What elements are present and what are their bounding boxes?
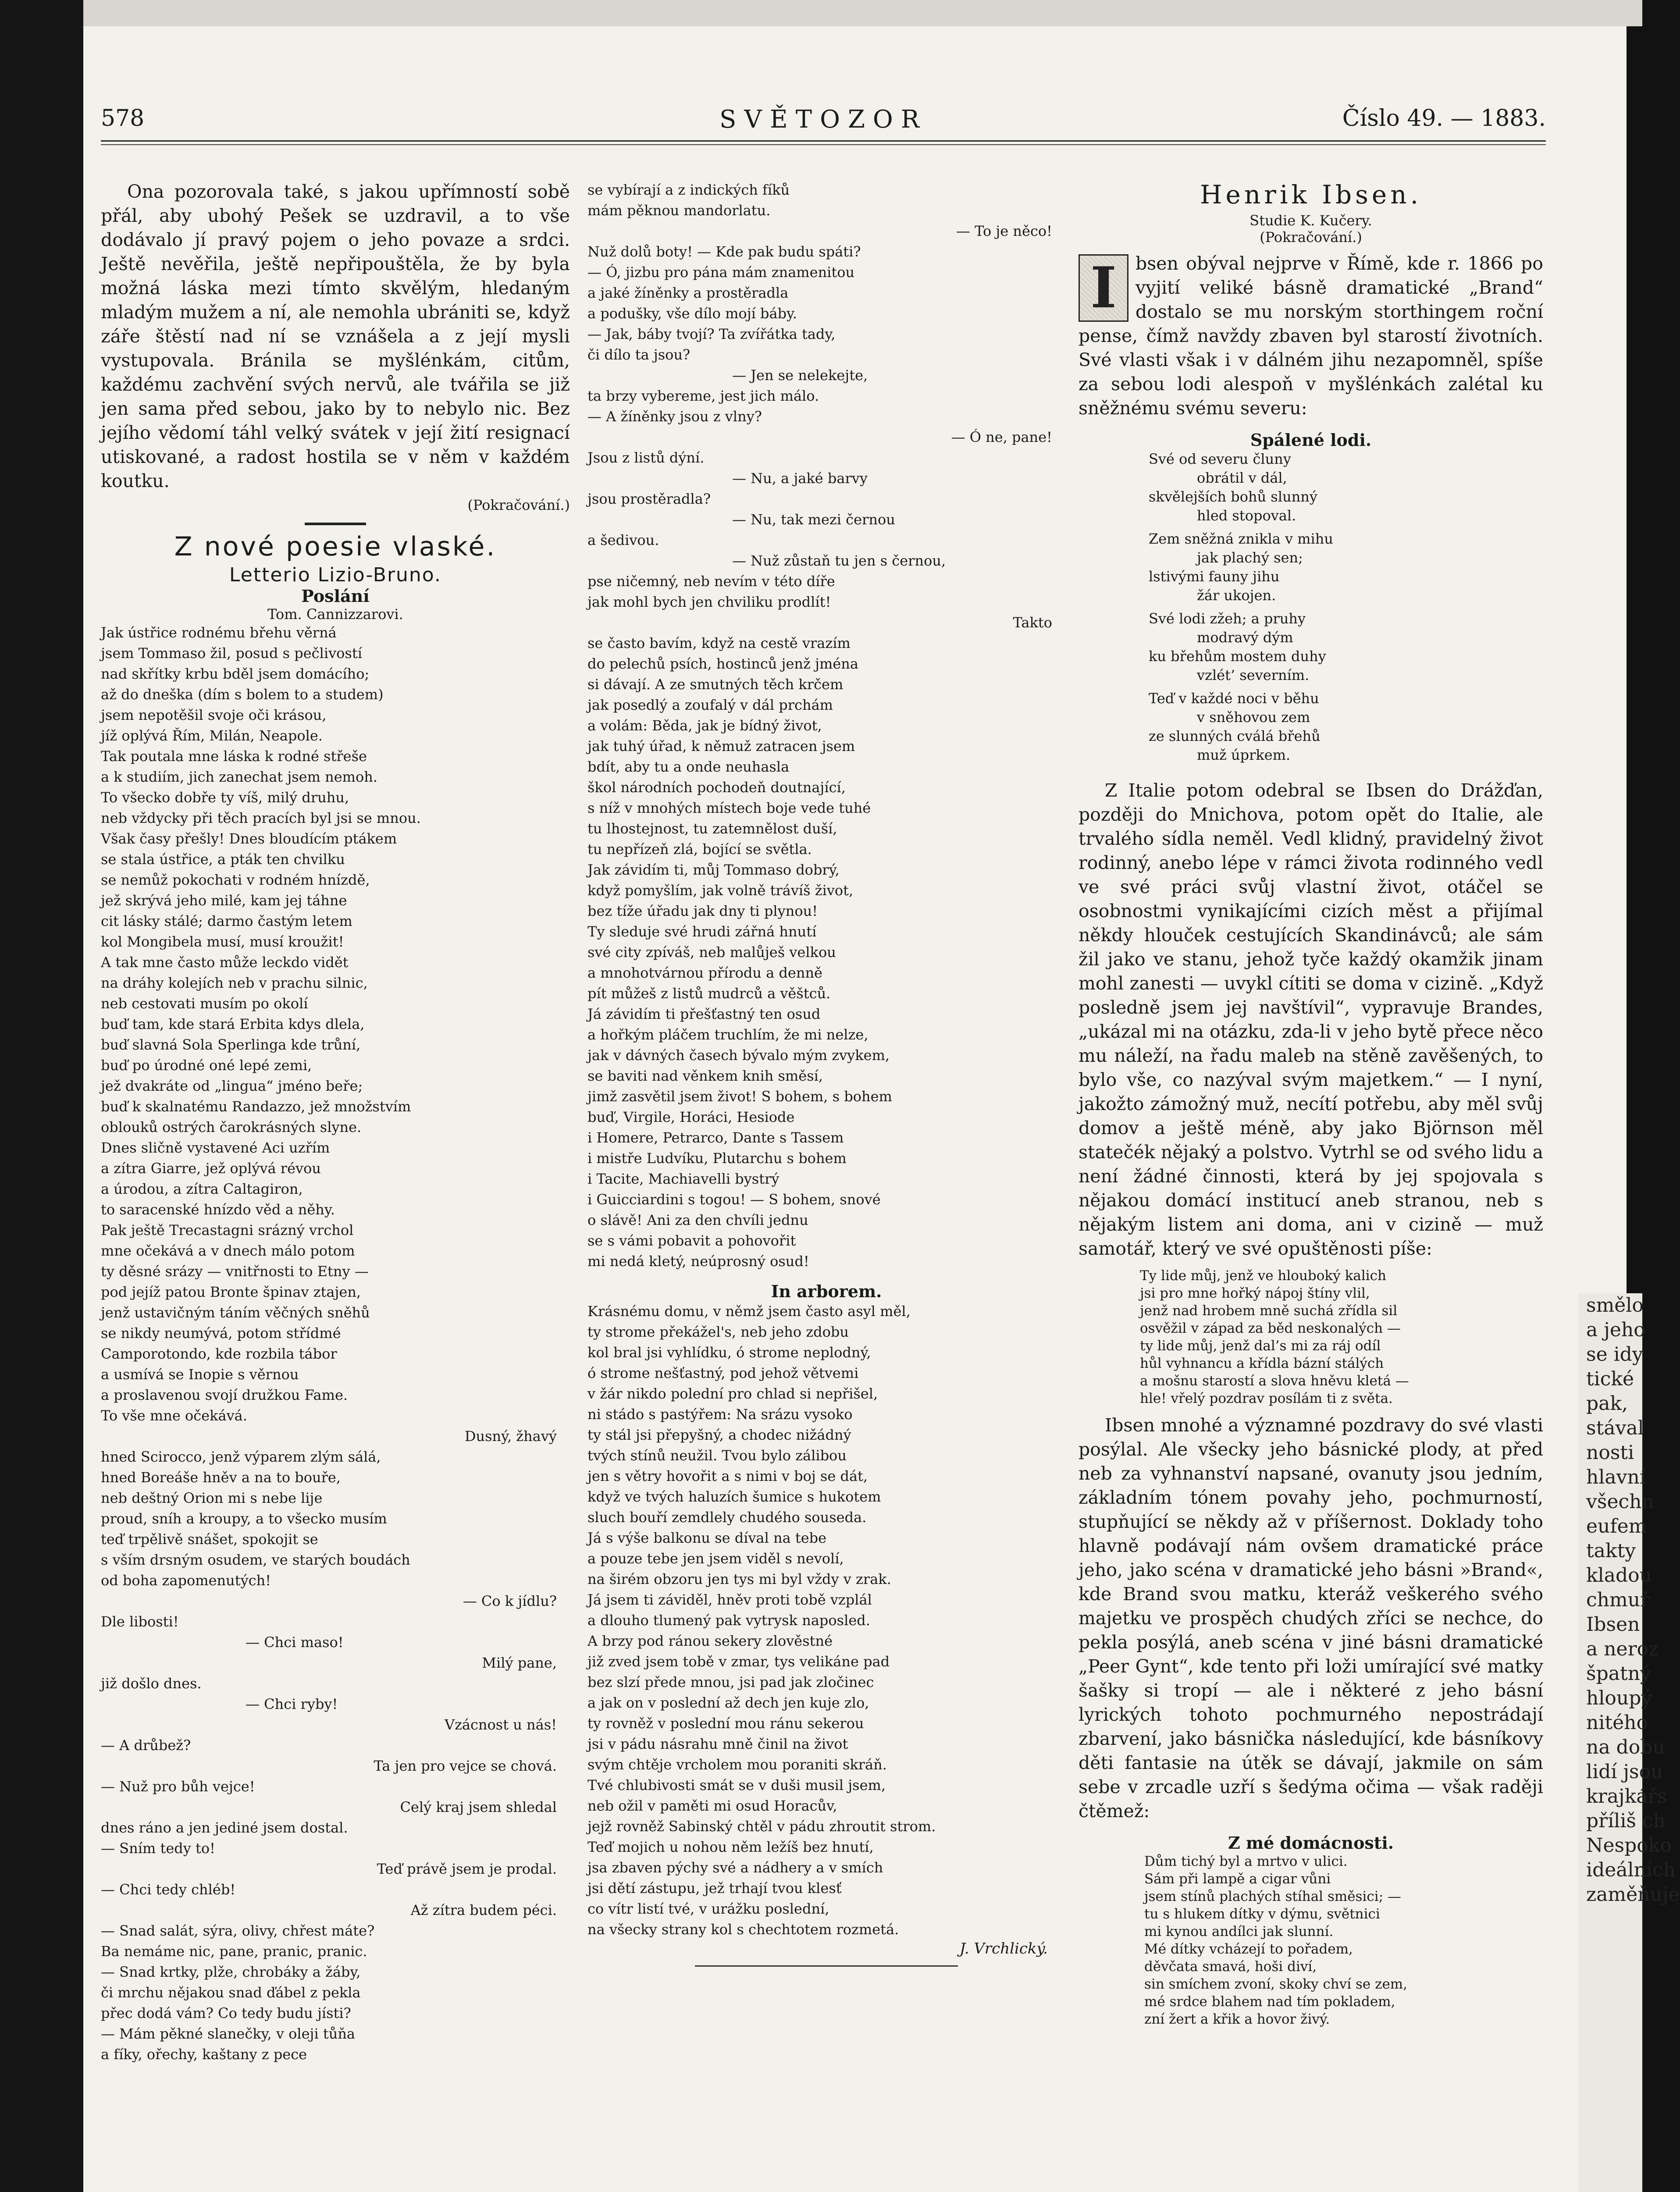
verse-line: Teď v každé noci v běhu [1149, 690, 1319, 707]
drop-cap: I [1078, 254, 1128, 322]
verse-line: Ty lide můj, jenž ve hlouboký kalich [1140, 1268, 1387, 1284]
verse-line: jsem stínů plachých stíhal směsici; — [1144, 1889, 1401, 1904]
verse-line: — A žíněnky jsou z vlny? [587, 408, 762, 425]
verse-line: sin smíchem zvoní, skoky chví se zem, [1144, 1976, 1408, 1992]
adjacent-page-fragment: smělo [1586, 1294, 1644, 1317]
adjacent-page-fragment: tické [1586, 1368, 1634, 1390]
verse-line: Vzácnost u nás! [444, 1716, 557, 1733]
verse-line: Krásnému domu, v němž jsem často asyl měl, [587, 1303, 911, 1320]
verse-line: pod jejíž patou Bronte špinav ztajen, [101, 1284, 361, 1300]
verse-line: Nuž dolů boty! — Kde pak budu spáti? [587, 243, 861, 260]
verse-line: a zítra Giarre, jež oplývá révou [101, 1160, 321, 1177]
verse-line: jen s větry hovořit a s nimi v boj se dát, [587, 1468, 868, 1484]
poem-lines [1078, 1853, 1543, 2028]
verse-line: či mrchu nějakou snad ďábel z pekla [101, 1984, 361, 2001]
column-1 [101, 180, 570, 2065]
adjacent-page-fragment: příliš ch [1586, 1810, 1666, 1832]
verse-line: i mistře Ludvíku, Plutarchu s bohem [587, 1150, 847, 1167]
verse-line: své city zpíváš, neb malůješ velkou [587, 944, 836, 961]
verse-line: jejž rovněž Sabinský chtěl v pádu zhroutit strom. [587, 1818, 936, 1835]
verse-line: se často bavím, když na cestě vrazím [587, 635, 851, 651]
verse-line: ó strome nešťastný, pod jehož větvemi [587, 1365, 859, 1381]
verse-line: pít můžeš z listů mudrců a věštců. [587, 985, 831, 1002]
verse-line: mi nedá kletý, neúprosný osud! [587, 1253, 809, 1270]
verse-line: jež skrývá jeho milé, kam jej táhne [101, 892, 347, 909]
verse-line: — Chci ryby! [246, 1696, 338, 1712]
verse-line: tvých stínů neužil. Tvou bylo zálibou [587, 1447, 847, 1464]
verse-line: Já jsem ti záviděl, hněv proti tobě vzplál [587, 1591, 872, 1608]
verse-line: a mnohotvárnou přírodu a denně [587, 964, 822, 981]
adjacent-page-fragment: na dobu [1586, 1736, 1665, 1758]
verse-line: — Ó ne, pane! [951, 429, 1052, 445]
verse-line: lstivými fauny jihu [1149, 568, 1280, 585]
verse-line: i Tacite, Machiavelli bystrý [587, 1171, 779, 1187]
verse-line: když ve tvých haluzích šumice s hukotem [587, 1488, 881, 1505]
verse-line: bez slzí přede mnou, jsi pad jak zločinec [587, 1674, 874, 1690]
verse-line: jíž oplývá Řím, Milán, Neapole. [101, 727, 323, 744]
verse-line: Pak ještě Trecastagni srázný vrchol [101, 1222, 354, 1238]
verse-line: Jsou z listů dýní. [587, 449, 705, 466]
verse-line: buď po úrodné oné lepé zemi, [101, 1057, 312, 1074]
verse-line: Své lodi zžeh; a pruhy [1149, 610, 1306, 627]
poem-lines-continued [587, 180, 1065, 1272]
adjacent-page-fragment: kladou [1586, 1564, 1652, 1587]
verse-line: oblouků ostrých čarokrásných slyne. [101, 1119, 362, 1135]
verse-line: a šedivou. [587, 532, 659, 548]
verse-line: — Nuž zůstaň tu jen s černou, [732, 552, 946, 569]
verse-line: Já závidím ti přešťastný ten osud [587, 1006, 821, 1022]
verse-line: Své od severu čluny [1149, 451, 1291, 467]
verse-line: To všecko dobře ty víš, milý druhu, [101, 789, 349, 806]
verse-line: mé srdce blahem nad tím pokladem, [1144, 1994, 1395, 2010]
verse-line: Ba nemáme nic, pane, pranic, pranic. [101, 1943, 367, 1960]
adjacent-page-fragment: pak, [1586, 1392, 1628, 1415]
poem-title: Spálené lodi. [1250, 430, 1372, 450]
verse-line: — Snad krtky, plže, chrobáky a žáby, [101, 1964, 361, 1980]
verse-line: Takto [1013, 614, 1052, 631]
verse-line: jsi pro mne hořký nápoj štíny vlil, [1140, 1285, 1370, 1301]
issue-number: Číslo 49. — 1883. [1342, 105, 1546, 132]
poem-heading: Poslání [301, 586, 370, 606]
running-header [101, 105, 1546, 145]
adjacent-page-fragment: špatný [1586, 1662, 1651, 1685]
verse-line: Jak ústřice rodnému břehu věrná [101, 624, 337, 641]
verse-line: to saracenské hnízdo věd a něhy. [101, 1201, 335, 1218]
verse-line: — Jen se nelekejte, [732, 367, 868, 384]
masthead-title: SVĚTOZOR [719, 105, 927, 134]
section-divider [695, 1965, 958, 1967]
poem-title: Z mé domácnosti. [1228, 1833, 1394, 1853]
verse-line: si dávají. A ze smutných těch krčem [587, 676, 844, 693]
verse-line: ni stádo s pastýřem: Na srázu vysoko [587, 1406, 853, 1423]
verse-line: — A drůbež? [101, 1737, 191, 1754]
verse-line: žár ukojen. [1197, 587, 1276, 604]
adjacent-page-fragment: takty [1586, 1540, 1636, 1562]
verse-line: buď, Virgile, Horáci, Hesiode [587, 1109, 795, 1125]
verse-line: Já s výše balkonu se díval na tebe [587, 1530, 827, 1546]
verse-line: cit lásky stálé; darmo častým letem [101, 913, 352, 929]
verse-line: — Ó, jizbu pro pána mám znamenitou [587, 264, 855, 281]
verse-line: — Jak, báby tvojí? Ta zvířátka tady, [587, 326, 836, 342]
verse-line: v žár nikdo polední pro chlad si nepřišel, [587, 1385, 878, 1402]
verse-line: Dnes sličně vystavené Aci uzřím [101, 1139, 330, 1156]
poem-lines [101, 623, 570, 2065]
verse-line: — To je něco! [956, 223, 1052, 239]
verse-line: — Chci maso! [246, 1634, 344, 1651]
verse-line: ty lide můj, jenž dal’s mi za ráj odíl [1140, 1338, 1381, 1354]
continued-note: (Pokračování.) [467, 497, 570, 513]
verse-line: když pomyšlím, jak volně trávíš život, [587, 882, 854, 899]
verse-line: neb vždycky při těch pracích byl jsi se mnou. [101, 810, 421, 826]
verse-line: buď k skalnatému Randazzo, jež množstvím [101, 1098, 411, 1115]
verse-line: vzlét’ severním. [1197, 667, 1310, 683]
verse-line: Však časy přešly! Dnes bloudícím ptákem [101, 830, 397, 847]
verse-line: jak plachý sen; [1197, 549, 1303, 566]
verse-line: a volám: Běda, jak je bídný život, [587, 717, 822, 734]
verse-line: muž úprkem. [1197, 747, 1291, 763]
adjacent-page-fragment: Nespoko [1586, 1834, 1672, 1857]
verse-line: Až zítra budem péci. [410, 1902, 557, 1918]
verse-line: dnes ráno a jen jediné jsem dostal. [101, 1819, 348, 1836]
verse-line: ze slunných cválá břehů [1149, 728, 1321, 744]
verse-line: — Snad salát, sýra, olivy, chřest máte? [101, 1922, 375, 1939]
verse-line: — Chci tedy chléb! [101, 1881, 236, 1898]
verse-line: děvčata smavá, hoši diví, [1144, 1959, 1317, 1975]
article-continued: (Pokračování.) [1260, 229, 1362, 246]
verse-line: o slávě! Ani za den chvíli jednu [587, 1212, 808, 1228]
column-3 [1078, 180, 1543, 2028]
verse-line: a jaké žíněnky a prostěradla [587, 285, 789, 301]
verse-line: od boha zapomenutých! [101, 1572, 271, 1589]
verse-line: mám pěknou mandorlatu. [587, 202, 771, 219]
verse-line: teď trpělivě snášet, spokojit se [101, 1531, 318, 1548]
verse-line: — Nu, tak mezi černou [732, 511, 895, 528]
verse-line: i Homere, Petrarco, Dante s Tassem [587, 1129, 844, 1146]
verse-line: jenž ustavičným táním věčných sněhů [101, 1304, 370, 1321]
verse-line: kol Mongibela musí, musí kroužit! [101, 933, 344, 950]
paragraph: Ibsen mnohé a významné pozdravy do své vlasti posýlal. Ale všecky jeho básnické plody, at před neb za vyhnanství napsané, ovanuty jsou jedním, základním tónem povahy jeho, pochmurností, stupňující se někdy až v příšernost. Doklady toho hlavně podávají nám ovšem dramatické práce jeho, jako scéna v dramatické jeho básni »Brand«, kde Brand svou matku, kteráž veškerého svého majetku ve prospěch chudých zříci se nechce, do pekla posýlá, aneb scéna v jiné básni dramatické „Peer Gynt“, kde tento při loži umírající své matky šašky si tropí — ale i některé z jeho básní lyrických tohoto pochmurného nepostrádají zbarvení, jako básnička následující, kde básníkovy děti fantasie na útěk se dávají, jakmile on sám sebe v zrcadle uzří s šedýma očima — však raději čtěmež: [1078, 1415, 1543, 1822]
verse-line: se s vámi pobavit a pohovořit [587, 1232, 796, 1249]
verse-line: Tak poutala mne láska k rodné střeše [101, 748, 367, 765]
verse-line: jak posedlý a zoufalý v dál prchám [587, 697, 833, 713]
verse-line: a podušky, vše dílo mojí báby. [587, 305, 797, 322]
poem-author: Letterio Lizio-Bruno. [229, 564, 441, 586]
verse-line: Teď mojich u nohou něm ležíš bez hnutí, [587, 1839, 874, 1855]
verse-line: ty děsné srázy — vnitřnosti to Etny — [101, 1263, 369, 1280]
adjacent-page-fragment: hlavní [1586, 1466, 1646, 1488]
article-subtitle: Studie K. Kučery. [1249, 212, 1372, 229]
verse-line: To vše mne očekává. [101, 1407, 247, 1424]
adjacent-page-fragment: Ibsen [1586, 1613, 1640, 1636]
verse-line: zní žert a křik a hovor živý. [1144, 2011, 1330, 2027]
verse-line: — Sním tedy to! [101, 1840, 215, 1857]
verse-line: neb ožil v paměti mi osud Horacův, [587, 1797, 837, 1814]
verse-line: kol bral jsi vyhlídku, ó strome neplodný, [587, 1344, 871, 1361]
adjacent-page-fragment: a jeho [1586, 1319, 1645, 1341]
verse-line: buď slavná Sola Sperlinga kde trůní, [101, 1036, 361, 1053]
verse-line: Teď právě jsem je prodal. [377, 1861, 557, 1877]
column-2 [587, 180, 1065, 1975]
verse-line: ku břehům mostem duhy [1149, 648, 1326, 665]
verse-line: buď tam, kde stará Erbita kdys dlela, [101, 1016, 365, 1032]
verse-line: a usmívá se Inopie s věrnou [101, 1366, 299, 1383]
verse-line: se nikdy neumývá, potom střídmé [101, 1325, 341, 1342]
verse-line: sluch bouří zemdlely chudého souseda. [587, 1509, 867, 1526]
verse-line: pse ničemný, neb nevím v této díře [587, 573, 835, 590]
verse-line: Dle libosti! [101, 1613, 179, 1630]
verse-line: a úrodou, a zítra Caltagiron, [101, 1181, 303, 1197]
poem-dedication: Tom. Cannizzarovi. [267, 606, 403, 623]
verse-line: A tak mne často může leckdo vidět [101, 954, 349, 971]
adjacent-page-fragment: se idy [1586, 1343, 1643, 1366]
verse-line: tu nepřízeň zlá, bojící se světla. [587, 841, 812, 858]
verse-line: — Mám pěkné slanečky, v oleji tůňa [101, 2025, 355, 2042]
verse-line: se stala ústřice, a pták ten chvilku [101, 851, 345, 868]
adjacent-page-fragment: a neroz [1586, 1638, 1659, 1660]
poem-lines [1078, 450, 1543, 769]
adjacent-page-fragment: nitého [1586, 1712, 1648, 1734]
verse-line: již došlo dnes. [101, 1675, 202, 1692]
verse-line: jak tuhý úřad, k němuž zatracen jsem [587, 738, 855, 754]
adjacent-page-fragment: nosti [1586, 1441, 1634, 1464]
verse-line: svým chtěje vrcholem mou poraniti skráň. [587, 1756, 887, 1773]
verse-line: tu s hlukem dítky v dýmu, světnici [1144, 1906, 1380, 1922]
verse-line: tu lhostejnost, tu zatemnělost duší, [587, 820, 837, 837]
verse-line: v sněhovou zem [1197, 709, 1310, 726]
verse-line: Dusný, žhavý [464, 1428, 557, 1445]
verse-line: Sám při lampě a cigar vůni [1144, 1871, 1331, 1887]
verse-line: a dlouho tlumený pak vytrysk naposled. [587, 1612, 870, 1629]
verse-line: přec dodá vám? Co tedy budu jísti? [101, 2005, 351, 2021]
verse-line: co vítr listí tvé, v urážku poslední, [587, 1900, 829, 1917]
page-number: 578 [101, 105, 145, 132]
poem2-lines [587, 1301, 1065, 1940]
verse-line: jsem Tommaso žil, posud s pečlivostí [101, 645, 362, 662]
verse-line: hůl vyhnancu a křídla bázní stálých [1140, 1356, 1384, 1371]
adjacent-page-fragment: eufem [1586, 1515, 1647, 1537]
verse-line: s níž v mnohých místech boje vede tuhé [587, 800, 871, 816]
verse-line: Zem sněžná znikla v mihu [1149, 530, 1333, 547]
verse-line: — Nuž pro bůh vejce! [101, 1778, 255, 1795]
header-rule [101, 140, 1546, 145]
verse-line: a hořkým pláčem truchlím, že mi nelze, [587, 1026, 868, 1043]
verse-line: a fíky, ořechy, kaštany z pece [101, 2046, 307, 2063]
verse-line: Ta jen pro vejce se chová. [374, 1758, 557, 1774]
verse-line: hned Scirocco, jenž výparem zlým sálá, [101, 1448, 381, 1465]
poem-lines [1078, 1267, 1543, 1407]
verse-line: neb cestovati musím po okolí [101, 995, 308, 1012]
verse-line: ta brzy vybereme, jest jich málo. [587, 388, 819, 404]
verse-line: do pelechů psích, hostinců jenž jména [587, 655, 858, 672]
adjacent-page-fragment: chmuř [1586, 1589, 1650, 1611]
verse-line: — Nu, a jaké barvy [732, 470, 868, 487]
verse-line: obrátil v dál, [1197, 470, 1287, 486]
verse-line: jak v dávných časech bývalo mým zvykem, [587, 1047, 890, 1064]
adjacent-page-fragment: všechn [1586, 1491, 1654, 1513]
verse-line: mne očekává a v dnech málo potom [101, 1242, 355, 1259]
verse-line: a k studiím, jich zanechat jsem nemoh. [101, 769, 378, 785]
verse-line: bdít, aby tu a onde neuhasla [587, 758, 790, 775]
verse-line: jimž zasvětil jsem život! S bohem, s bohem [587, 1088, 892, 1105]
verse-line: se vybírají a z indických fíků [587, 181, 790, 198]
verse-line: Jak závidím ti, můj Tommaso dobrý, [587, 861, 840, 878]
verse-line: nad skřítky krbu bděl jsem domácího; [101, 665, 370, 682]
verse-line: na všecky strany kol s chechtotem rozmetá. [587, 1921, 899, 1938]
verse-line: již zved jsem tobě v zmar, tys velikáne pad [587, 1653, 890, 1670]
verse-line: — Co k jídlu? [463, 1593, 557, 1609]
poem-section-title: Z nové poesie vlaské. [174, 531, 497, 562]
verse-line: hle! vřelý pozdrav posílám ti z světa. [1140, 1391, 1393, 1406]
verse-line: a jak on v poslední až dech jen kuje zlo, [587, 1694, 869, 1711]
article-title: Henrik Ibsen. [1199, 180, 1422, 210]
adjacent-page-fragment: hloupý [1586, 1687, 1652, 1709]
verse-line: Celý kraj jsem shledal [400, 1799, 557, 1815]
verse-line: skvělejších bohů slunný [1149, 488, 1317, 505]
paragraph: I bsen obýval nejprve v Římě, kde r. 1866 po vyjití veliké básně dramatické „Brand“ dostalo se mu norským storthingem roční pense, čímž navždy zbaven byl starostí životních. Své vlasti však i v dálném jihu nezapomněl, spíše za sebou lodi alespoň v myšlénkách zalétal ku sněžnému svému severu: [1078, 253, 1543, 419]
verse-line: Dům tichý byl a mrtvo v ulici. [1144, 1854, 1348, 1869]
section-divider [305, 523, 366, 525]
verse-line: a pouze tebe jen jsem viděl s nevolí, [587, 1550, 844, 1567]
verse-line: Camporotondo, kde rozbila tábor [101, 1345, 337, 1362]
verse-line: Ty sleduje své hrudi zářná hnutí [587, 923, 817, 940]
verse-line: proud, sníh a kroupy, a to všecko musím [101, 1510, 387, 1527]
adjacent-page-fragment: zaměňuje [1586, 1883, 1680, 1906]
verse-line: se nemůž pokochati v rodném hnízdě, [101, 872, 370, 888]
verse-line: a mošnu starostí a slova hněvu kletá — [1140, 1373, 1409, 1389]
verse-line: jež dvakráte od „lingua“ jméno beře; [101, 1078, 363, 1094]
verse-line: jsou prostěradla? [587, 491, 711, 507]
verse-line: jsi dětí zástupu, jež trhají tvou klesť [587, 1880, 842, 1897]
verse-line: na dráhy kolejích neb v prachu silnic, [101, 975, 368, 991]
verse-line: jsem nepotěšil svoje oči krásou, [101, 707, 327, 723]
verse-line: jsa zbaven pýchy své a nádhery a v smích [587, 1859, 883, 1876]
verse-line: a proslavenou svojí družkou Fame. [101, 1387, 348, 1403]
verse-line: bez tíže úřadu jak dny ti plynou! [587, 903, 818, 919]
verse-line: neb deštný Orion mi s nebe lije [101, 1490, 323, 1506]
adjacent-page-fragment: krajkářs [1586, 1785, 1667, 1808]
signature: J. Vrchlický. [959, 1940, 1048, 1957]
paragraph: Ona pozorovala také, s jakou upřímností sobě přál, aby ubohý Pešek se uzdravil, a to vše dodávalo jí pravý pojem o jeho povaze a srdci. Ještě nevěřila, ještě nepřipouštěla, že by byla možná láska mezi tímto skvělým, hledaným mladým mužem a ní, ale nemohla ubrániti se, když záře štěstí nad ní se vznášela a z její mysli vystupovala. Bránila se myšlénkám, citům, každému zachvění svých nervů, ale tvářila se již jen sama před sebou, jako by to nebylo nic. Bez jejího vědomí táhl velký svátek v její žití resignací utiskované, a radost hostila se v něm v každém koutku. [101, 181, 570, 491]
verse-line: osvěžil v západ za běd neskonalých — [1140, 1320, 1401, 1336]
adjacent-page-fragment: lidí jsou [1586, 1761, 1663, 1783]
verse-line: ty strome překážel's, neb jeho zdobu [587, 1324, 849, 1340]
verse-line: modravý dým [1197, 629, 1293, 646]
verse-line: na širém obzoru jen tys mi byl vždy v zrak. [587, 1571, 891, 1587]
verse-line: škol národních pochodeň doutnající, [587, 779, 846, 796]
verse-line: se baviti nad věnkem knih směsí, [587, 1068, 823, 1084]
verse-line: mi kynou andílci jak slunní. [1144, 1924, 1334, 1939]
verse-line: jsi v pádu násrahu mně činil na život [587, 1736, 848, 1752]
verse-line: hled stopoval. [1197, 507, 1296, 524]
verse-line: s vším drsným osudem, ve starých boudách [101, 1551, 410, 1568]
adjacent-page-fragment: stával [1586, 1417, 1644, 1439]
verse-line: ty stál jsi přepyšný, a chodec nižádný [587, 1427, 851, 1443]
story-continuation [101, 180, 570, 517]
verse-line: hned Boreáše hněv a na to bouře, [101, 1469, 341, 1486]
verse-line: Milý pane, [482, 1655, 557, 1671]
verse-line: jenž nad hrobem mně suchá zřídla sil [1140, 1303, 1398, 1319]
adjacent-page-fragment: ideálních [1586, 1859, 1676, 1881]
paragraph: Z Italie potom odebral se Ibsen do Drážďan, později do Mnichova, potom opět do Italie, ale trvalého sídla neměl. Vedl klidný, pravidelný život rodinný, anebo lépe v rámci života rodinného vedl ve své práci svůj vlastní život, otáčel se osobnostmi vynikajícími cizích měst a přijímal někdy hlouček cestujících Skandinávců; ale sám žil jako ve stanu, jehož tyče každý okamžik jinam mohl zanesti — uvykl cítiti se doma v cizině. „Když posledně jsem jej navštívil“, vypravuje Brandes, „ukázal mi na otázku, zda-li v jeho bytě přece něco mu náleží, na řadu maleb na stěně zavěšených, to bylo vše, co nazýval svým majetkem.“ — I nyní, jakožto zámožný muž, necítí potřebu, aby měl svůj domov a ještě méně, aby jako Björnson měl statečék nějaký a polstvo. Vytrhl se od svého lidu a není žádné činnosti, která by jej spojovala s nějakou domácí institucí aneb stranou, neb s nějakým listem ani doma, ani v cizině — muž samotář, který ve své opuštěnosti píše: [1078, 780, 1543, 1259]
adjacent-page-edge [1578, 1293, 1680, 2192]
verse-line: A brzy pod ránou sekery zlověstné [587, 1633, 833, 1649]
verse-line: jak mohl bych jen chviliku prodlít! [587, 594, 831, 610]
verse-line: ty rovněž v poslední mou ránu sekerou [587, 1715, 864, 1732]
verse-line: i Guicciardini s togou! — S bohem, snové [587, 1191, 881, 1208]
verse-line: až do dneška (dím s bolem to a studem) [101, 686, 384, 703]
verse-line: Tvé chlubivosti smát se v duši musil jsem, [587, 1777, 886, 1793]
poem2-title: In arborem. [771, 1281, 882, 1301]
verse-line: či dílo ta jsou? [587, 346, 691, 363]
verse-line: Mé dítky vcházejí to pořadem, [1144, 1941, 1353, 1957]
